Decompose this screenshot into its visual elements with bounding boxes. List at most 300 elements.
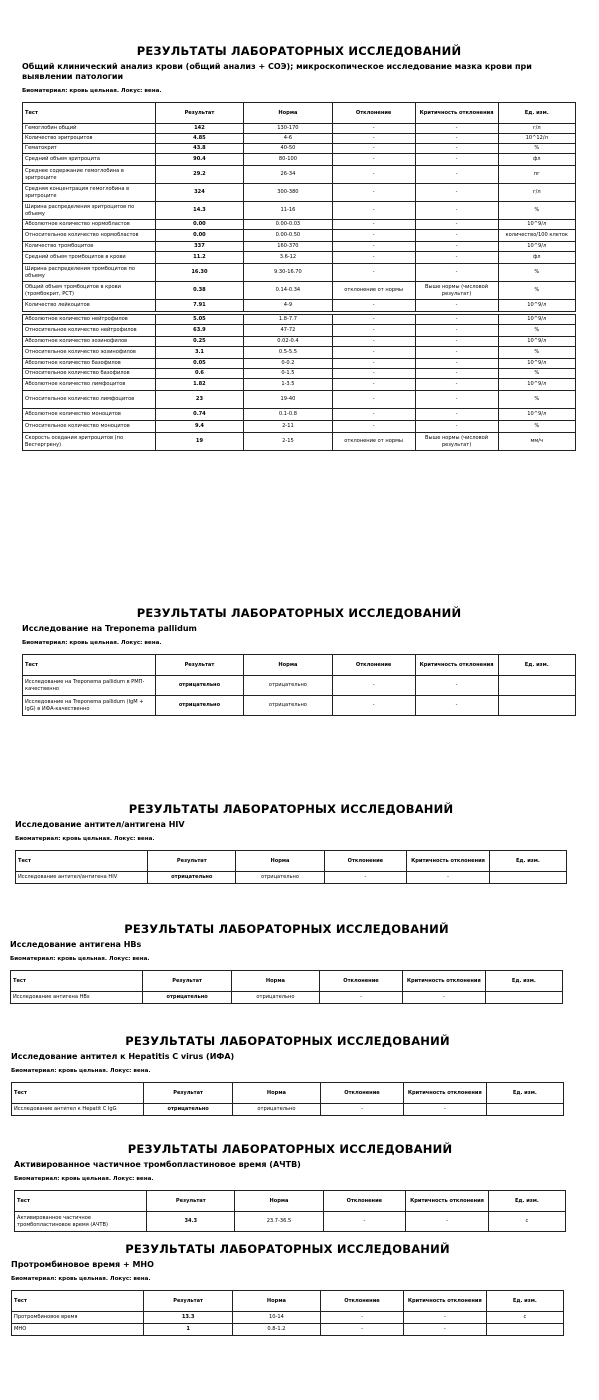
column-header: Ед. изм.	[489, 851, 566, 872]
table-row	[15, 1212, 566, 1232]
result-section	[22, 44, 576, 451]
test-name-cell: Количество лейкоцитов	[23, 300, 156, 312]
deviation-cell: -	[332, 154, 415, 166]
criticality-cell: -	[415, 347, 498, 359]
test-name-cell: Относительное количество нормобластов	[23, 230, 156, 242]
test-name-cell: Гематокрит	[23, 144, 156, 154]
column-header: Результат	[143, 971, 231, 992]
test-name: Исследование антигена HBs	[10, 940, 142, 949]
deviation-cell: -	[332, 252, 415, 264]
norm-cell: 1-3.5	[244, 379, 332, 391]
unit-cell	[498, 696, 575, 716]
norm-cell: 47-72	[244, 325, 332, 337]
deviation-cell: -	[332, 391, 415, 409]
unit-cell: 10^9/л	[498, 220, 575, 230]
table-header-row	[23, 103, 576, 124]
table-row	[23, 337, 576, 347]
norm-cell: 0.14-0.34	[244, 282, 332, 300]
criticality-cell: -	[415, 242, 498, 252]
test-name-cell: Исследование на Treponema pallidum в РМП-качественно	[23, 676, 156, 696]
deviation-cell: -	[332, 337, 415, 347]
unit-cell: %	[498, 144, 575, 154]
section-title: РЕЗУЛЬТАТЫ ЛАБОРАТОРНЫХ ИССЛЕДОВАНИЙ	[136, 606, 462, 620]
unit-cell: г/л	[498, 124, 575, 134]
results-table	[11, 1290, 564, 1336]
test-name-cell: Исследование антител/антигена HIV	[16, 872, 148, 884]
result-cell: 7.91	[155, 300, 243, 312]
unit-cell: с	[486, 1312, 563, 1324]
deviation-cell: -	[321, 1312, 404, 1324]
results-table	[22, 102, 576, 451]
norm-cell: 26-34	[244, 166, 332, 184]
criticality-cell: -	[402, 992, 485, 1004]
result-cell: 5.05	[155, 315, 243, 325]
test-name-cell: Абсолютное количество базофилов	[23, 359, 156, 369]
norm-cell: 3.6-12	[244, 252, 332, 264]
norm-cell: 23.7-36.5	[235, 1212, 323, 1232]
table-row	[23, 359, 576, 369]
criticality-cell: -	[415, 421, 498, 433]
result-cell: 0.05	[155, 359, 243, 369]
deviation-cell: -	[332, 184, 415, 202]
deviation-cell: -	[321, 1324, 404, 1336]
biomaterial-line: Биоматериал: кровь цельная. Локус: вена.	[10, 956, 150, 962]
norm-cell: 11-16	[244, 202, 332, 220]
section-title: РЕЗУЛЬТАТЫ ЛАБОРАТОРНЫХ ИССЛЕДОВАНИЙ	[125, 1034, 450, 1048]
column-header: Ед. изм.	[486, 1083, 563, 1104]
criticality-cell: Выше нормы (числовой результат)	[415, 433, 498, 451]
unit-cell: 10^9/л	[498, 300, 575, 312]
column-header: Норма	[232, 1083, 320, 1104]
criticality-cell: Выше нормы (числовой результат)	[415, 282, 498, 300]
column-header: Критичность отклонения	[406, 1191, 489, 1212]
unit-cell: %	[498, 347, 575, 359]
test-name-cell: Количество эритроцитов	[23, 134, 156, 144]
result-cell: 34.3	[147, 1212, 235, 1232]
norm-cell: 19-40	[244, 391, 332, 409]
unit-cell: %	[498, 421, 575, 433]
unit-cell: %	[498, 391, 575, 409]
deviation-cell: -	[332, 325, 415, 337]
result-cell: 1	[144, 1324, 232, 1336]
test-name: Исследование антител к Hepatitis C virus (ИФА)	[11, 1052, 235, 1061]
test-name: Протромбиновое время + МНО	[11, 1260, 154, 1269]
result-cell: отрицательно	[143, 992, 231, 1004]
result-cell: 0.00	[155, 230, 243, 242]
column-header: Норма	[235, 1191, 323, 1212]
column-header: Критичность отклонения	[402, 971, 485, 992]
norm-cell: отрицательно	[244, 676, 332, 696]
norm-cell: 4-9	[244, 300, 332, 312]
result-cell: 1.82	[155, 379, 243, 391]
deviation-cell: -	[332, 347, 415, 359]
result-cell: отрицательно	[144, 1104, 232, 1116]
table-header-row	[23, 655, 576, 676]
deviation-cell: -	[332, 676, 415, 696]
unit-cell: г/л	[498, 184, 575, 202]
result-cell: 3.1	[155, 347, 243, 359]
deviation-cell: -	[332, 421, 415, 433]
criticality-cell: -	[415, 337, 498, 347]
column-header: Норма	[236, 851, 324, 872]
section-title: РЕЗУЛЬТАТЫ ЛАБОРАТОРНЫХ ИССЛЕДОВАНИЙ	[125, 1242, 450, 1256]
table-row	[23, 433, 576, 451]
test-name-cell: Ширина распределения эритроцитов по объему	[23, 202, 156, 220]
criticality-cell: -	[415, 252, 498, 264]
test-name-cell: Количество тромбоцитов	[23, 242, 156, 252]
criticality-cell: -	[415, 154, 498, 166]
table-row	[23, 421, 576, 433]
section-title: РЕЗУЛЬТАТЫ ЛАБОРАТОРНЫХ ИССЛЕДОВАНИЙ	[127, 1142, 453, 1156]
unit-cell: 10^9/л	[498, 409, 575, 421]
result-cell: 0.6	[155, 369, 243, 379]
deviation-cell: -	[332, 315, 415, 325]
column-header: Результат	[155, 655, 243, 676]
result-cell: 16.30	[155, 264, 243, 282]
table-row	[23, 230, 576, 242]
test-name-cell: Абсолютное количество эозинофилов	[23, 337, 156, 347]
column-header: Критичность отклонения	[415, 655, 498, 676]
table-row	[11, 992, 563, 1004]
deviation-cell: -	[332, 144, 415, 154]
column-header: Отклонение	[321, 1083, 404, 1104]
table-row	[23, 252, 576, 264]
table-row	[23, 166, 576, 184]
criticality-cell: -	[403, 1104, 486, 1116]
column-header: Отклонение	[324, 851, 407, 872]
result-cell: 13.3	[144, 1312, 232, 1324]
unit-cell: мм/ч	[498, 433, 575, 451]
result-cell: 0.74	[155, 409, 243, 421]
deviation-cell: -	[332, 124, 415, 134]
column-header: Критичность отклонения	[415, 103, 498, 124]
norm-cell: 160-370	[244, 242, 332, 252]
deviation-cell: отклонение от нормы	[332, 282, 415, 300]
result-cell: отрицательно	[155, 676, 243, 696]
criticality-cell: -	[415, 315, 498, 325]
results-table	[11, 1082, 564, 1116]
deviation-cell: -	[332, 134, 415, 144]
result-cell: 0.38	[155, 282, 243, 300]
result-cell: 0.00	[155, 220, 243, 230]
criticality-cell: -	[415, 369, 498, 379]
result-section	[10, 922, 563, 1004]
criticality-cell: -	[415, 264, 498, 282]
results-table	[10, 970, 563, 1004]
deviation-cell: -	[332, 369, 415, 379]
norm-cell: 4-6	[244, 134, 332, 144]
deviation-cell: -	[332, 264, 415, 282]
norm-cell: 0.00-0.50	[244, 230, 332, 242]
table-row	[23, 242, 576, 252]
test-name-cell: Исследование антител к Hepatit C IgG	[12, 1104, 144, 1116]
unit-cell: 10^9/л	[498, 337, 575, 347]
unit-cell: 10^9/л	[498, 379, 575, 391]
table-row	[23, 409, 576, 421]
criticality-cell: -	[415, 230, 498, 242]
biomaterial-line: Биоматериал: кровь цельная. Локус: вена.	[11, 1068, 151, 1074]
result-cell: 19	[155, 433, 243, 451]
criticality-cell: -	[406, 1212, 489, 1232]
deviation-cell: -	[332, 230, 415, 242]
test-name: Исследование антител/антигена HIV	[15, 820, 185, 829]
table-header-row	[16, 851, 567, 872]
result-cell: 23	[155, 391, 243, 409]
result-section	[14, 1142, 566, 1232]
biomaterial-line: Биоматериал: кровь цельная. Локус: вена.	[11, 1276, 151, 1282]
result-cell: 29.2	[155, 166, 243, 184]
test-name-cell: Абсолютное количество моноцитов	[23, 409, 156, 421]
table-row	[23, 696, 576, 716]
test-name-cell: Относительное количество эозинофилов	[23, 347, 156, 359]
results-table	[14, 1190, 566, 1232]
deviation-cell: отклонение от нормы	[332, 433, 415, 451]
column-header: Норма	[244, 655, 332, 676]
deviation-cell: -	[332, 166, 415, 184]
criticality-cell: -	[403, 1312, 486, 1324]
unit-cell	[489, 872, 566, 884]
test-name-cell: Абсолютное количество лимфоцитов	[23, 379, 156, 391]
result-cell: 337	[155, 242, 243, 252]
section-title: РЕЗУЛЬТАТЫ ЛАБОРАТОРНЫХ ИССЛЕДОВАНИЙ	[128, 802, 454, 816]
result-section	[15, 802, 567, 884]
table-row	[12, 1312, 564, 1324]
criticality-cell: -	[415, 359, 498, 369]
biomaterial-line: Биоматериал: кровь цельная. Локус: вена.	[14, 1176, 154, 1182]
test-name-cell: Относительное количество базофилов	[23, 369, 156, 379]
table-row	[23, 676, 576, 696]
column-header: Результат	[148, 851, 236, 872]
test-name: Общий клинический анализ крови (общий анализ + СОЭ); микроскопическое исследование мазка крови при выявлении патологии	[22, 62, 532, 81]
criticality-cell: -	[415, 134, 498, 144]
column-header: Отклонение	[323, 1191, 406, 1212]
result-section	[11, 1242, 564, 1336]
table-row	[12, 1104, 564, 1116]
deviation-cell: -	[332, 409, 415, 421]
table-row	[16, 872, 567, 884]
deviation-cell: -	[332, 242, 415, 252]
column-header: Результат	[155, 103, 243, 124]
test-name-cell: Средняя концентрация гемоглобина в эритроците	[23, 184, 156, 202]
unit-cell	[485, 992, 562, 1004]
column-header: Ед. изм.	[485, 971, 562, 992]
column-header: Ед. изм.	[488, 1191, 565, 1212]
norm-cell: 80-100	[244, 154, 332, 166]
test-name-cell: Относительное количество моноцитов	[23, 421, 156, 433]
criticality-cell: -	[415, 391, 498, 409]
column-header: Тест	[23, 103, 156, 124]
test-name-cell: МНО	[12, 1324, 144, 1336]
norm-cell: 9.30-16.70	[244, 264, 332, 282]
norm-cell: 300-380	[244, 184, 332, 202]
table-row	[23, 202, 576, 220]
unit-cell: %	[498, 325, 575, 337]
unit-cell: фл	[498, 154, 575, 166]
test-name-cell: Средний объем тромбоцитов в крови	[23, 252, 156, 264]
result-section	[22, 606, 576, 716]
table-row	[23, 264, 576, 282]
test-name-cell: Гемоглобин общий	[23, 124, 156, 134]
deviation-cell: -	[332, 202, 415, 220]
norm-cell: 0.00-0.03	[244, 220, 332, 230]
column-header: Норма	[244, 103, 332, 124]
table-row	[23, 391, 576, 409]
result-cell: 90.4	[155, 154, 243, 166]
column-header: Критичность отклонения	[407, 851, 490, 872]
table-row	[23, 325, 576, 337]
column-header: Результат	[144, 1291, 232, 1312]
table-row	[23, 134, 576, 144]
unit-cell: 10^12/л	[498, 134, 575, 144]
table-header-row	[12, 1291, 564, 1312]
test-name-cell: Средний объем эритроцита	[23, 154, 156, 166]
norm-cell: отрицательно	[244, 696, 332, 716]
result-cell: 0.25	[155, 337, 243, 347]
biomaterial-line: Биоматериал: кровь цельная. Локус: вена.	[15, 836, 155, 842]
unit-cell: с	[488, 1212, 565, 1232]
section-title: РЕЗУЛЬТАТЫ ЛАБОРАТОРНЫХ ИССЛЕДОВАНИЙ	[136, 44, 462, 58]
norm-cell: 0.5-5.5	[244, 347, 332, 359]
norm-cell: 40-50	[244, 144, 332, 154]
result-cell: 324	[155, 184, 243, 202]
table-header-row	[15, 1191, 566, 1212]
column-header: Норма	[232, 1291, 320, 1312]
unit-cell: 10^9/л	[498, 315, 575, 325]
unit-cell: %	[498, 282, 575, 300]
column-header: Тест	[12, 1083, 144, 1104]
table-row	[23, 315, 576, 325]
deviation-cell: -	[332, 220, 415, 230]
column-header: Результат	[144, 1083, 232, 1104]
deviation-cell: -	[332, 359, 415, 369]
test-name-cell: Скорость оседания эритроцитов (по Вестергрену)	[23, 433, 156, 451]
test-name-cell: Активированное частичное тромбопластиновое время (АЧТВ)	[15, 1212, 147, 1232]
results-table	[15, 850, 567, 884]
result-cell: 9.4	[155, 421, 243, 433]
norm-cell: 0.02-0.4	[244, 337, 332, 347]
column-header: Норма	[231, 971, 319, 992]
unit-cell: количество/100 клеток	[498, 230, 575, 242]
test-name-cell: Относительное количество лимфоцитов	[23, 391, 156, 409]
unit-cell: %	[498, 369, 575, 379]
criticality-cell: -	[415, 379, 498, 391]
section-title: РЕЗУЛЬТАТЫ ЛАБОРАТОРНЫХ ИССЛЕДОВАНИЙ	[124, 922, 449, 936]
biomaterial-line: Биоматериал: кровь цельная. Локус: вена.	[22, 640, 162, 646]
test-name-cell: Ширина распределения тромбоцитов по объему	[23, 264, 156, 282]
norm-cell: 0-1.5	[244, 369, 332, 379]
table-row	[23, 379, 576, 391]
unit-cell: %	[498, 202, 575, 220]
column-header: Отклонение	[332, 103, 415, 124]
test-name: Исследование на Treponema pallidum	[22, 624, 197, 633]
result-cell: 43.8	[155, 144, 243, 154]
test-name-cell: Абсолютное количество нейтрофилов	[23, 315, 156, 325]
table-row	[23, 154, 576, 166]
unit-cell	[498, 676, 575, 696]
deviation-cell: -	[332, 300, 415, 312]
criticality-cell: -	[415, 124, 498, 134]
deviation-cell: -	[321, 1104, 404, 1116]
table-row	[23, 144, 576, 154]
result-cell: 142	[155, 124, 243, 134]
test-name-cell: Общий объем тромбоцитов в крови (тромбокрит, PCT)	[23, 282, 156, 300]
criticality-cell: -	[415, 696, 498, 716]
column-header: Результат	[147, 1191, 235, 1212]
deviation-cell: -	[332, 379, 415, 391]
result-cell: 4.85	[155, 134, 243, 144]
column-header: Отклонение	[320, 971, 403, 992]
criticality-cell: -	[415, 676, 498, 696]
criticality-cell: -	[415, 184, 498, 202]
result-cell: отрицательно	[148, 872, 236, 884]
column-header: Тест	[11, 971, 143, 992]
norm-cell: 130-170	[244, 124, 332, 134]
deviation-cell: -	[323, 1212, 406, 1232]
table-row	[12, 1324, 564, 1336]
table-row	[23, 282, 576, 300]
norm-cell: 1.8-7.7	[244, 315, 332, 325]
unit-cell: пг	[498, 166, 575, 184]
column-header: Критичность отклонения	[403, 1083, 486, 1104]
norm-cell: 10-14	[232, 1312, 320, 1324]
norm-cell: 0.1-0.8	[244, 409, 332, 421]
result-cell: 14.3	[155, 202, 243, 220]
biomaterial-line: Биоматериал: кровь цельная. Локус: вена.	[22, 88, 162, 94]
result-section	[11, 1034, 564, 1116]
table-row	[23, 369, 576, 379]
test-name-cell: Исследование на Treponema pallidum (IgM + IgG) в ИФА-качественно	[23, 696, 156, 716]
norm-cell: 0-0.2	[244, 359, 332, 369]
norm-cell: отрицательно	[231, 992, 319, 1004]
norm-cell: отрицательно	[232, 1104, 320, 1116]
test-name-cell: Относительное количество нейтрофилов	[23, 325, 156, 337]
criticality-cell: -	[415, 166, 498, 184]
column-header: Отклонение	[321, 1291, 404, 1312]
table-row	[23, 300, 576, 312]
criticality-cell: -	[415, 202, 498, 220]
unit-cell: 10^9/л	[498, 359, 575, 369]
test-name-cell: Среднее содержание гемоглобина в эритроците	[23, 166, 156, 184]
deviation-cell: -	[320, 992, 403, 1004]
column-header: Ед. изм.	[486, 1291, 563, 1312]
test-name: Активированное частичное тромбопластиновое время (АЧТВ)	[14, 1160, 301, 1169]
criticality-cell: -	[415, 300, 498, 312]
criticality-cell: -	[415, 325, 498, 337]
result-cell: 63.9	[155, 325, 243, 337]
table-header-row	[11, 971, 563, 992]
norm-cell: 2-15	[244, 433, 332, 451]
table-header-row	[12, 1083, 564, 1104]
unit-cell	[486, 1324, 563, 1336]
norm-cell: 2-11	[244, 421, 332, 433]
result-cell: 11.2	[155, 252, 243, 264]
deviation-cell: -	[324, 872, 407, 884]
column-header: Критичность отклонения	[403, 1291, 486, 1312]
column-header: Ед. изм.	[498, 655, 575, 676]
criticality-cell: -	[415, 220, 498, 230]
norm-cell: отрицательно	[236, 872, 324, 884]
unit-cell	[486, 1104, 563, 1116]
test-name-cell: Исследование антигена HBs	[11, 992, 143, 1004]
table-row	[23, 184, 576, 202]
test-name-cell: Абсолютное количество нормобластов	[23, 220, 156, 230]
table-row	[23, 124, 576, 134]
unit-cell: 10^9/л	[498, 242, 575, 252]
column-header: Отклонение	[332, 655, 415, 676]
result-cell: отрицательно	[155, 696, 243, 716]
column-header: Тест	[23, 655, 156, 676]
unit-cell: %	[498, 264, 575, 282]
